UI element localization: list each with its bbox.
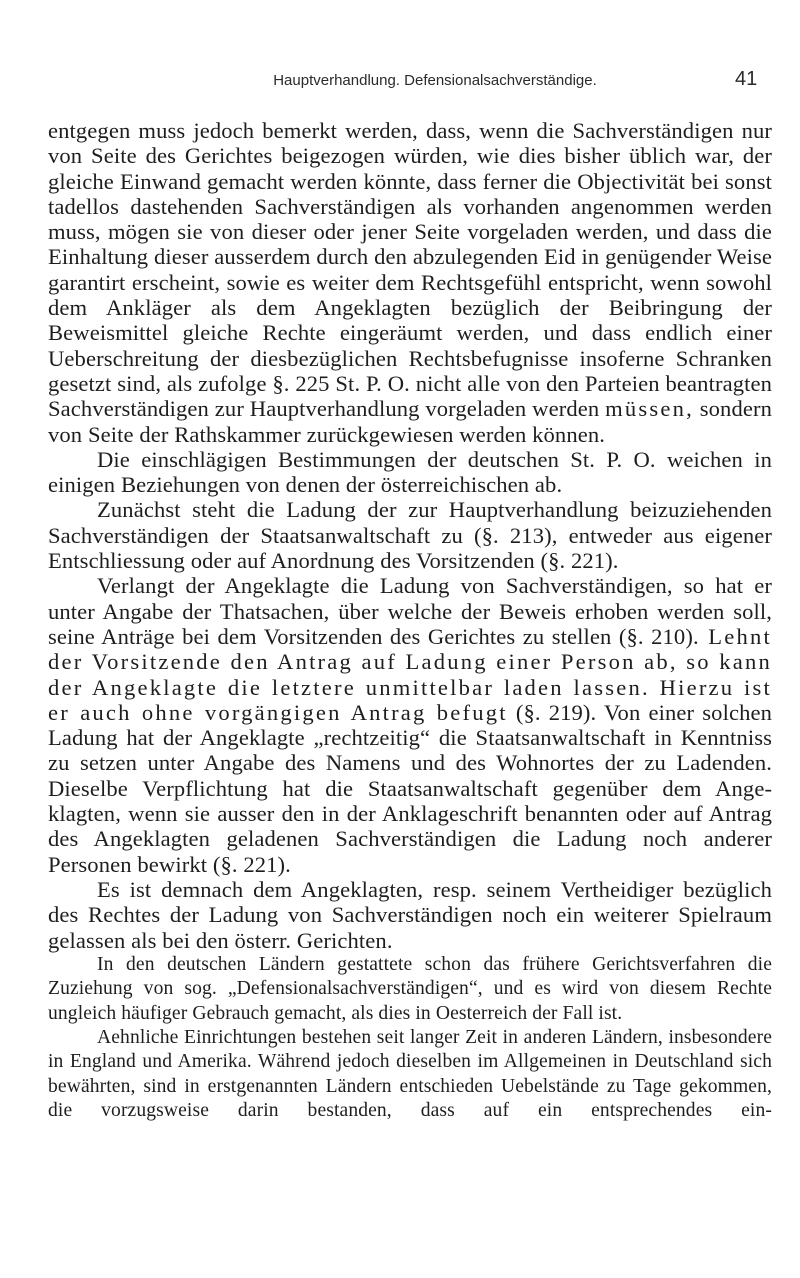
paragraph-7: Aehnliche Einrichtungen bestehen seit langer Zeit in anderen Ländern, insbesondere in England und Amerika. Während jedoch dieselben im Allgemeinen in Deutschland sich bewährten, sind in erstgenannten Ländern entschieden Uebelstände zu Tage gekommen, die vorzugsweise darin bestanden, dass auf ein entsprechendes ein- <box>48 1027 772 1122</box>
paragraph-5: Es ist demnach dem Angeklagten, resp. seinem Vertheidiger bezüglich des Rechtes der Ladung von Sachverständigen noch ein weiterer Spielraum gelassen als bei den österr. Gerichten. <box>48 876 772 953</box>
paragraph-6: In den deutschen Ländern gestattete schon das frühere Gerichtsverfahren die Zuziehung von sog. „Defensionalsachverständigen“, und es wird von diesem Rechte ungleich häufiger Gebrauch gemacht, als dies in Oesterreich der Fall ist. <box>48 953 772 1024</box>
paragraph-1 <box>48 118 772 447</box>
paragraph-4 <box>48 573 772 877</box>
paragraph-4-text: Verlangt der Angeklagte die Ladung von Sachverständigen, so hat er unter Angabe der Thatsachen, über welche der Beweis erhoben werden soll, seine Anträge bei dem Vorsitzenden des Gerichtes zu stellen (§. 210). <box>48 573 772 649</box>
page-body <box>48 118 772 1124</box>
paragraph-3: Zunächst steht die Ladung der zur Hauptverhandlung beizuziehenden Sachverständigen der Staatsanwaltschaft zu (§. 213), entweder aus eigener Entschliessung oder auf Anordnung des Vorsitzenden (§. 221). <box>48 497 772 574</box>
paragraph-4-text-end: (§. 219). Von einer solchen Ladung hat der Angeklagte „rechtzeitig“ die Staatsanwaltschaft in Kenntniss zu setzen unter Angabe des Namens und des Wohnortes der zu Ladenden. Dieselbe Verpflichtung hat die Staatsanwaltschaft gegenüber dem Angeklagten, wenn sie ausser den in der Anklageschrift benannten oder auf Antrag des Angeklagten geladenen Sachverständigen die Ladung noch anderer Personen bewirkt (§. 221). <box>48 699 772 877</box>
paragraph-2: Die einschlägigen Bestimmungen der deutschen St. P. O. weichen in einigen Beziehungen von denen der österreichischen ab. <box>48 446 772 498</box>
page-number: 41 <box>735 68 758 90</box>
running-header: Hauptverhandlung. Defensionalsachverständige. <box>273 72 597 89</box>
emphasis-spaced-passage: Lehnt der Vorsitzende den Antrag auf Ladung einer Person ab, so kann der Angeklagte die letztere unmittelbar laden lassen. Hierzu ist er auch ohne vorgängigen Antrag befugt <box>48 623 772 725</box>
paragraph-1-text-end: sondern von Seite der Rathskammer zurückgewiesen werden können. <box>48 396 773 447</box>
emphasis-muessen: müssen, <box>605 396 694 422</box>
paragraph-1-text: entgegen muss jedoch bemerkt werden, dass, wenn die Sachverständigen nur von Seite des Gerichtes beigezogen würden, wie dies bisher üblich war, der gleiche Einwand gemacht werden könnte, dass ferner die Objectivität bei sonst tadellos dastehenden Sachverständigen als vorhanden angenommen werden muss, mögen sie von dieser oder jener Seite vorgeladen werden, und dass die Einhaltung dieser ausserdem durch den abzulegenden Eid in genügender Weise garantirt erscheint, sowie es weiter dem Rechtsgefühl entspricht, wenn sowohl dem Ankläger als dem Angeklagten bezüglich der Beibringung der Beweismittel gleiche Rechte eingeräumt werden, und dass endlich einer Ueberschreitung der diesbezüglichen Rechtsbefugnisse insoferne Schranken gesetzt sind, als zufolge §. 225 St. P. O. nicht alle von den Parteien beantragten Sachverständigen zur Hauptverhandlung vorgeladen werden <box>48 118 772 422</box>
